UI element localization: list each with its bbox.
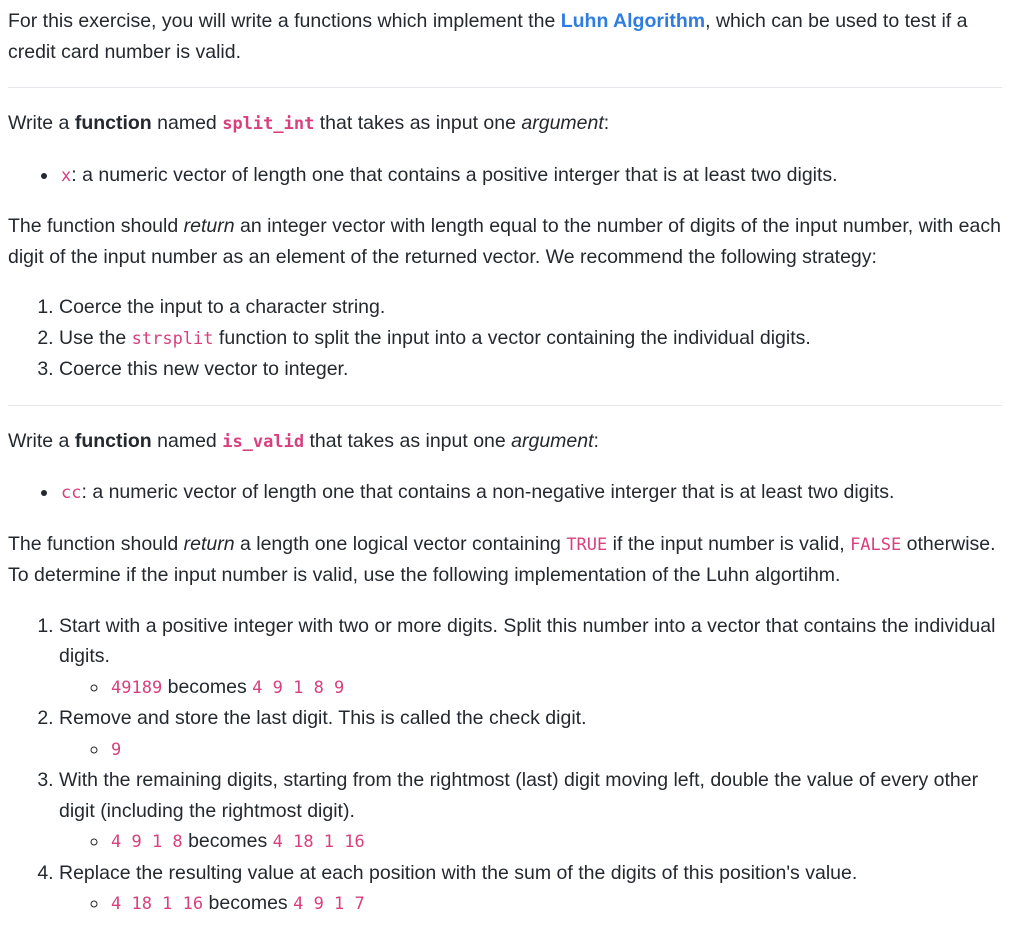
split-int-return xyxy=(8,211,1002,272)
sub-list-item xyxy=(109,888,1002,920)
step-text: With the remaining digits, starting from the rightmost (last) digit moving left, double the value of every other digit (including the rightmost digit). xyxy=(59,769,979,822)
return-word: return xyxy=(183,215,235,237)
text: function to split the input into a vector containing the individual digits. xyxy=(213,326,811,349)
list-item: 1. Coerce the input to a character string. xyxy=(59,292,1002,323)
arg-cc-code: cc xyxy=(61,483,82,503)
divider xyxy=(8,405,1002,406)
argument-word: argument xyxy=(521,112,604,134)
sub-list xyxy=(59,826,1002,858)
intro-text-end: , which can be used to test if a credit card number is valid. xyxy=(8,10,968,63)
split-int-heading xyxy=(8,108,1002,140)
arg-x-code: x xyxy=(61,165,72,186)
text: : xyxy=(603,112,610,134)
sub-list xyxy=(59,888,1002,920)
split-int-code: split_int xyxy=(222,114,315,134)
split-int-steps xyxy=(8,292,1002,385)
arg-desc: : a numeric vector of length one that contains a positive interger that is at least two digits. xyxy=(71,163,838,186)
divider xyxy=(8,87,1002,88)
sub-list xyxy=(59,734,1002,766)
list-item xyxy=(59,611,1002,704)
list-item xyxy=(59,160,1002,192)
example-code: 4 9 1 7 xyxy=(293,894,365,914)
is-valid-heading xyxy=(8,426,1002,458)
text: becomes xyxy=(162,675,253,698)
split-int-args xyxy=(8,160,1002,192)
text: otherwise. To determine if the input number is valid, use the following implementation of the Luhn algortihm. xyxy=(8,532,996,586)
is-valid-code: is_valid xyxy=(222,431,305,452)
text: Write a xyxy=(8,112,75,134)
intro-paragraph xyxy=(8,6,1002,67)
list-item: 3. Coerce this new vector to integer. xyxy=(59,354,1002,385)
text: that takes as input one xyxy=(314,112,522,134)
step-text: Remove and store the last digit. This is called the check digit. xyxy=(59,707,587,729)
true-code: TRUE xyxy=(566,534,608,555)
strsplit-code: strsplit xyxy=(131,328,214,349)
text: Use the xyxy=(59,326,132,349)
arg-desc: : a numeric vector of length one that contains a non-negative interger that is at least two digits. xyxy=(81,481,895,503)
luhn-algorithm-link[interactable]: Luhn Algorithm xyxy=(560,10,706,32)
step-text: Start with a positive integer with two or more digits. Split this number into a vector that contains the individual digits. xyxy=(59,614,996,667)
function-word: function xyxy=(74,429,152,452)
text: The function should xyxy=(8,215,184,237)
text: Write a xyxy=(8,429,75,452)
text: : xyxy=(593,429,599,452)
example-code: 4 9 1 8 9 xyxy=(252,677,345,698)
intro-text: For this exercise, you will write a functions which implement the xyxy=(8,10,561,32)
text: becomes xyxy=(182,830,273,852)
text: named xyxy=(151,112,223,134)
text: a length one logical vector containing xyxy=(234,532,567,555)
is-valid-return xyxy=(8,529,1002,591)
text: The function should xyxy=(8,532,184,555)
list-item xyxy=(59,477,1002,509)
example-code: 49189 xyxy=(111,677,163,698)
text: if the input number is valid, xyxy=(607,532,851,555)
luhn-steps xyxy=(8,611,1002,920)
text: an integer vector with length equal to the number of digits of the input number, with each digit of the input number as an element of the returned vector. We recommend the following strategy: xyxy=(8,215,1001,268)
example-code: 4 9 1 8 xyxy=(111,832,183,852)
sub-list-item xyxy=(109,734,1002,766)
text: becomes xyxy=(203,892,294,914)
example-code: 4 18 1 16 xyxy=(111,894,204,914)
example-code: 9 xyxy=(111,739,122,760)
sub-list-item xyxy=(109,672,1002,704)
argument-word: argument xyxy=(511,429,594,452)
sub-list xyxy=(59,672,1002,704)
example-code: 4 18 1 16 xyxy=(272,832,365,852)
list-item xyxy=(59,703,1002,765)
text: that takes as input one xyxy=(304,429,512,452)
function-word: function xyxy=(74,112,152,134)
sub-list-item xyxy=(109,826,1002,858)
return-word: return xyxy=(183,532,235,555)
text: named xyxy=(151,429,223,452)
step-text: Replace the resulting value at each position with the sum of the digits of this position's value. xyxy=(59,861,858,884)
false-code: FALSE xyxy=(850,534,902,555)
list-item xyxy=(59,323,1002,355)
list-item xyxy=(59,765,1002,858)
list-item xyxy=(59,858,1002,920)
is-valid-args xyxy=(8,477,1002,509)
